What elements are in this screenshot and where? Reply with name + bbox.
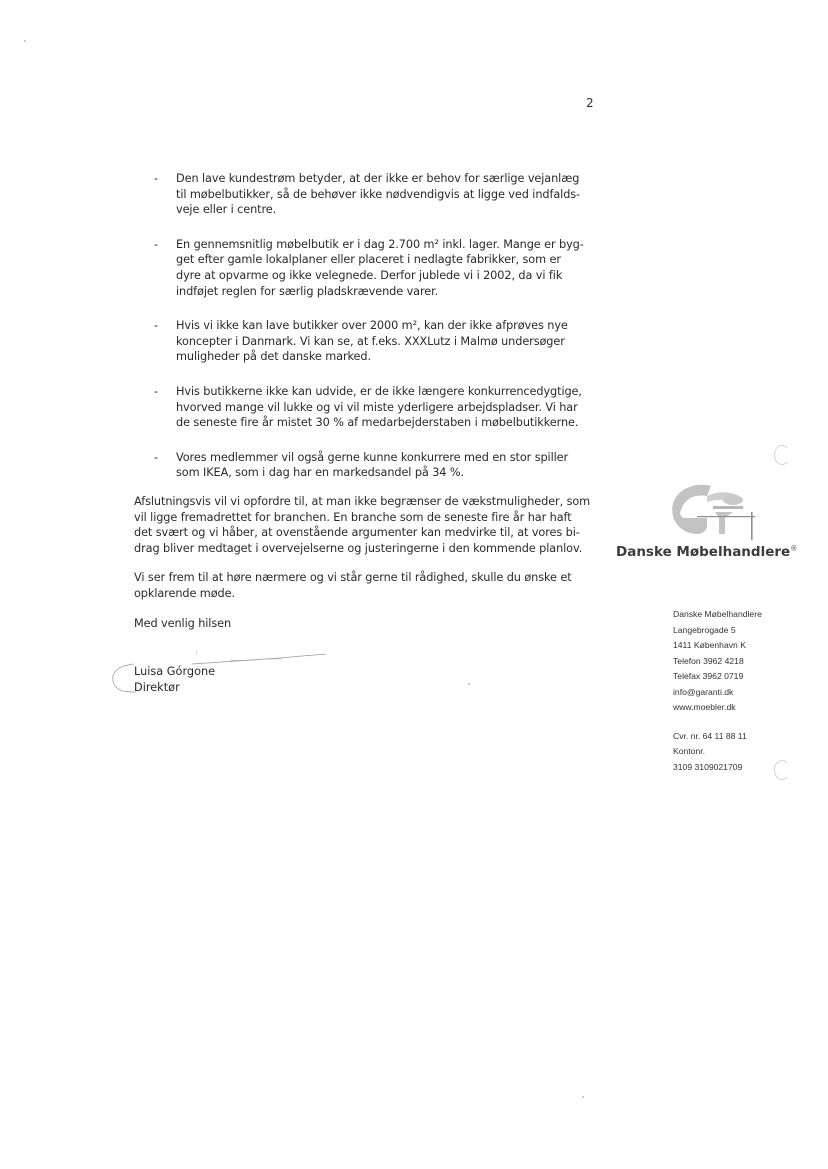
brand-name: [616, 544, 797, 560]
bullet-dash: -: [154, 319, 158, 333]
logo-icon: [663, 478, 763, 540]
bullet-item: [150, 384, 610, 431]
scan-speck: [468, 683, 470, 685]
bullet-line: muligheder på det danske marked.: [176, 350, 371, 364]
signatory-block: [134, 664, 215, 695]
brand-name-text: Danske Møbelhandlere: [616, 544, 791, 560]
paragraph-line: opklarende møde.: [134, 586, 235, 600]
bullet-item: [150, 318, 610, 365]
bullet-line: veje eller i centre.: [176, 203, 277, 217]
bullet-line: En gennemsnitlig møbelbutik er i dag 2.700 m² inkl. lager. Mange er byg-: [176, 237, 584, 251]
paragraph-line: Med venlig hilsen: [134, 616, 232, 630]
bullet-line: Hvis vi ikke kan lave butikker over 2000 m², kan der ikke afprøves nye: [176, 319, 568, 333]
scan-speck: [582, 1096, 584, 1098]
closing-paragraph: [134, 494, 606, 556]
bullet-line: som IKEA, som i dag har en markedsandel på 34 %.: [176, 466, 465, 480]
bullet-item: [150, 171, 610, 218]
bullet-line: hvorved mange vil lukke og vi vil miste yderligere arbejdspladser. Vi har: [176, 400, 578, 414]
bullet-line: get efter gamle lokalplaner eller placeret i nedlagte fabrikker, som er: [176, 253, 561, 267]
contact-line: Telefax 3962 0719: [673, 671, 744, 681]
registry-line: Cvr. nr. 64 11 88 11: [673, 730, 747, 741]
bullet-line: til møbelbutikker, så de behøver ikke nødvendigvis at ligge ved indfalds-: [176, 187, 581, 201]
contact-line: 1411 København K: [673, 640, 746, 650]
bullet-line: Den lave kundestrøm betyder, at der ikke er behov for særlige vejanlæg: [176, 172, 580, 185]
punch-hole: [774, 445, 790, 465]
bullet-dash: -: [154, 384, 158, 398]
bullet-list: [150, 171, 610, 481]
bullet-dash: -: [154, 450, 158, 464]
paragraph-line: drag bliver medtaget i overvejelserne og justeringerne i den kommende planlov.: [134, 541, 583, 555]
bullet-line: koncepter i Danmark. Vi kan se, at f.eks. XXXLutz i Malmø undersøger: [176, 334, 565, 348]
contact-line: Danske Møbelhandlere: [673, 609, 762, 619]
bullet-item: [150, 237, 610, 299]
bullet-line: Hvis butikkerne ikke kan udvide, er de ikke længere konkurrencedygtige,: [176, 384, 582, 398]
paragraph-line: Vi ser frem til at høre nærmere og vi står gerne til rådighed, skulle du ønske et: [134, 571, 572, 585]
closing-paragraph: [134, 570, 606, 601]
salutation: [134, 616, 606, 632]
registry-line: 3109 3109021709: [673, 761, 743, 772]
contact-line: Langebrogade 5: [673, 624, 736, 635]
contact-line: info@garanti.dk: [673, 686, 734, 697]
signatory-title: Direktør: [134, 680, 180, 694]
contact-line: Telefon 3962 4218: [673, 655, 744, 666]
registered-mark: ®: [790, 544, 798, 553]
scan-speck: [24, 40, 26, 42]
bullet-dash: -: [154, 237, 158, 251]
contact-gap: [673, 716, 803, 729]
registry-line: Kontonr.: [673, 746, 706, 756]
bullet-line: dyre at opvarme og ikke velegnede. Derfor jublede vi i 2002, da vi fik: [176, 268, 563, 282]
paragraph-line: Afslutningsvis vil vi opfordre til, at man ikke begrænser de vækstmuligheder, som: [134, 495, 591, 508]
paragraph-line: det svært og vi håber, at ovenstående argumenter kan medvirke til, at vores bi-: [134, 526, 580, 540]
closing-section: [134, 494, 606, 645]
punch-hole: [774, 760, 790, 780]
page-number: 2: [586, 96, 594, 110]
contact-line: www.moebler.dk: [673, 702, 736, 712]
bullet-dash: -: [154, 172, 158, 185]
bullet-line: Vores medlemmer vil også gerne kunne konkurrere med en stor spiller: [176, 450, 569, 464]
contact-block: [673, 607, 803, 775]
bullet-item: [150, 450, 610, 481]
bullet-line: indføjet reglen for særlig pladskrævende varer.: [176, 284, 439, 298]
signatory-name: Luisa Górgone: [134, 665, 216, 678]
paragraph-line: vil ligge fremadrettet for branchen. En branche som de seneste fire år har haft: [134, 510, 572, 524]
bullet-line: de seneste fire år mistet 30 % af medarbejderstaben i møbelbutikkerne.: [176, 416, 579, 430]
